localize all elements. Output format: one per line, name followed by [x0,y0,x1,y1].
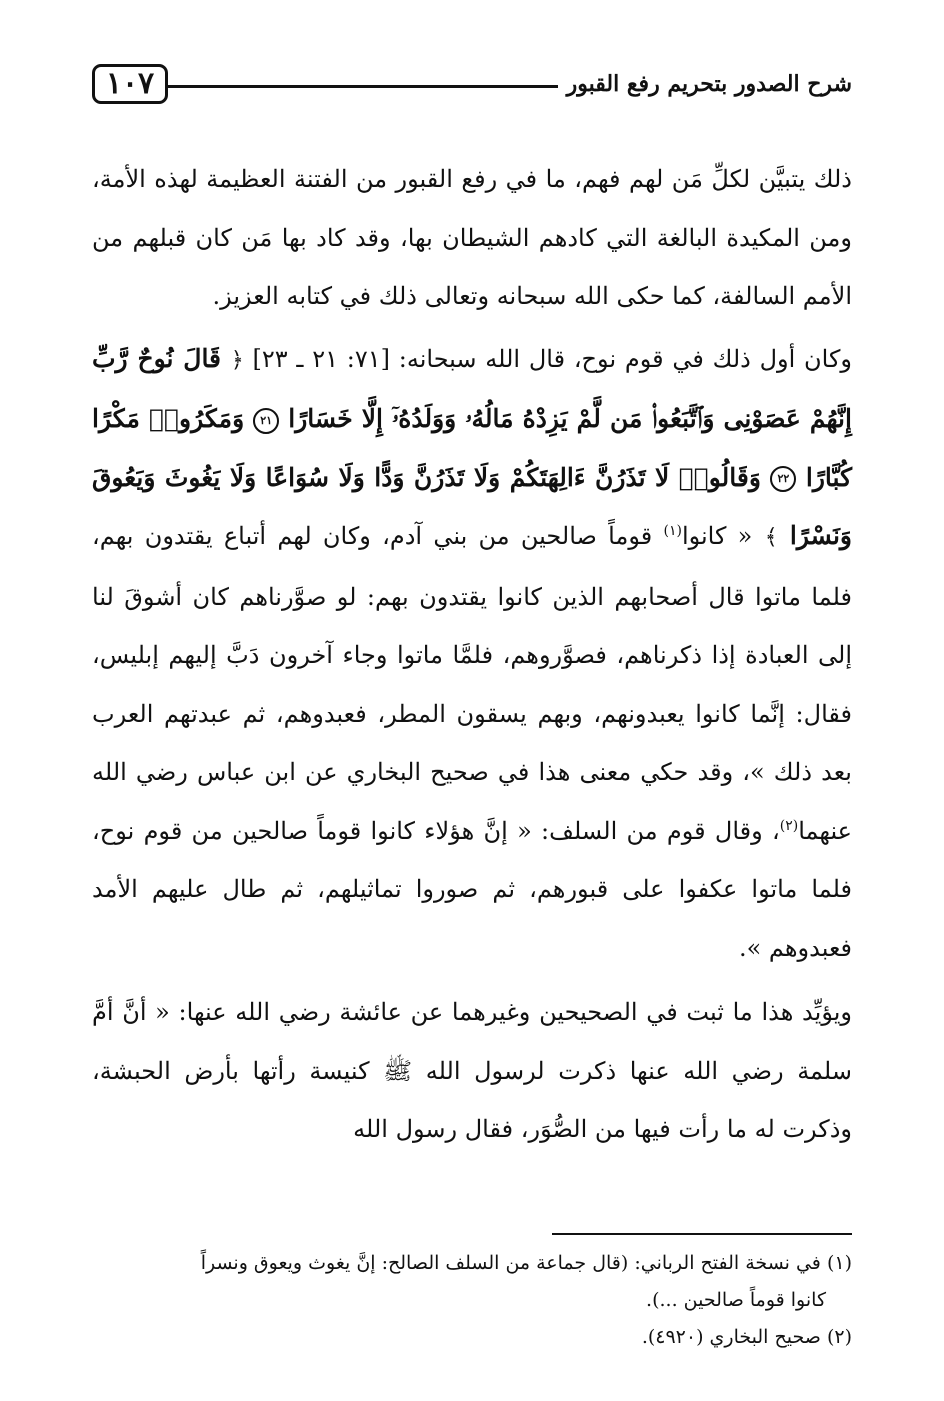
footnote-2 [92,1319,852,1356]
footnote-1-line-2: كانوا قوماً صالحين ...). [646,1289,826,1311]
footnote-ref-1[interactable]: (١) [663,523,682,539]
paragraph-2 [92,330,852,978]
footnotes [92,1245,852,1356]
main-text [92,150,852,1159]
footnote-2-marker: (٢) [826,1326,852,1348]
paragraph-2-text-b: قوماً صالحين من بني آدم، وكان لهم أتباع يقتدون بهم، فلما ماتوا قال أصحابهم الذين كانوا يقتدون بهم: لو صوَّرناهم كان أشوقَ لنا إلى العبادة إذا ذكرناهم، فصوَّروهم، فلمَّا ماتوا وجاء آخرون دَبَّ إليهم إبليس، فقال: إنَّما كانوا يعبدونهم، وبهم يسقون المطر، فعبدوهم، ثم عبدتهم العرب بعد ذلك »، وقد حكي معنى هذا في صحيح البخاري عن ابن عباس رضي الله عنهما [92,522,852,845]
quran-open-bracket: ﴿ [230,347,244,373]
ayah-number-21: ٢١ [253,408,279,434]
paragraph-3: ويؤيِّد هذا ما ثبت في الصحيحين وغيرهما عن عائشة رضي الله عنها: « أنَّ أمَّ سلمة رضي الله عنها ذكرت لرسول الله ﷺ كنيسة رأتها بأرض الحبشة، وذكرت له ما رأت فيها من الصُّوَر، فقال رسول الله [92,998,852,1143]
ayah-number-22: ٢٢ [770,466,796,492]
quran-quote [92,344,852,551]
footnote-1-line-1: في نسخة الفتح الرباني: (قال جماعة من السلف الصالح: إنَّ يغوث ويعوق ونسراً [200,1252,821,1274]
header-rule [168,85,558,88]
paragraph-2-text-c: ، وقال قوم من السلف: « إنَّ هؤلاء كانوا قوماً صالحين من قوم نوح، فلما ماتوا عكفوا على قبورهم، ثم صوروا تماثيلهم، ثم طال عليهم الأمد فعبدوهم ». [92,816,852,962]
quran-verse-22: وَمَكَرُوا۟ مَكْرًا كُبَّارًا [92,404,852,492]
quran-citation-intro: وكان أول ذلك في قوم نوح، قال الله سبحانه: [٧١: ٢١ ـ ٢٣] [252,344,852,373]
footnote-separator [552,1233,852,1235]
quran-verse-23: وَقَالُوا۟ لَا تَذَرُنَّ ءَالِهَتَكُمْ وَلَا تَذَرُنَّ وَدًّا وَلَا سُوَاعًا وَلَا يَغُوثَ وَيَعُوقَ وَنَسْرًا [92,462,852,550]
paragraph-1: ذلك يتبيَّن لكلِّ مَن لهم فهم، ما في رفع القبور من الفتنة العظيمة لهذه الأمة، ومن المكيدة البالغة التي كادهم الشيطان بها، وقد كاد بها مَن كان قبلهم من الأمم السالفة، كما حكى الله سبحانه وتعالى ذلك في كتابه العزيز. [92,165,852,310]
footnote-1 [92,1245,852,1319]
page-number-box: ١٠٧ [92,64,168,104]
paragraph-2-text-a: « كانوا [681,522,753,550]
running-header [92,58,852,120]
quran-close-bracket: ﴾ [764,525,778,550]
footnote-1-marker: (١) [826,1252,852,1274]
footnote-2-line-1: صحيح البخاري (٤٩٢٠). [641,1326,821,1348]
running-title: شرح الصدور بتحريم رفع القبور [566,71,852,97]
footnote-ref-2[interactable]: (٢) [779,817,799,834]
book-page [92,58,852,1358]
quran-verse-21: قَالَ نُوحٌ رَّبِّ إِنَّهُمْ عَصَوْنِى وَٱتَّبَعُوا۟ مَن لَّمْ يَزِدْهُ مَالُهُۥ وَوَلَدُهُۥٓ إِلَّا خَسَارًا [92,343,852,433]
